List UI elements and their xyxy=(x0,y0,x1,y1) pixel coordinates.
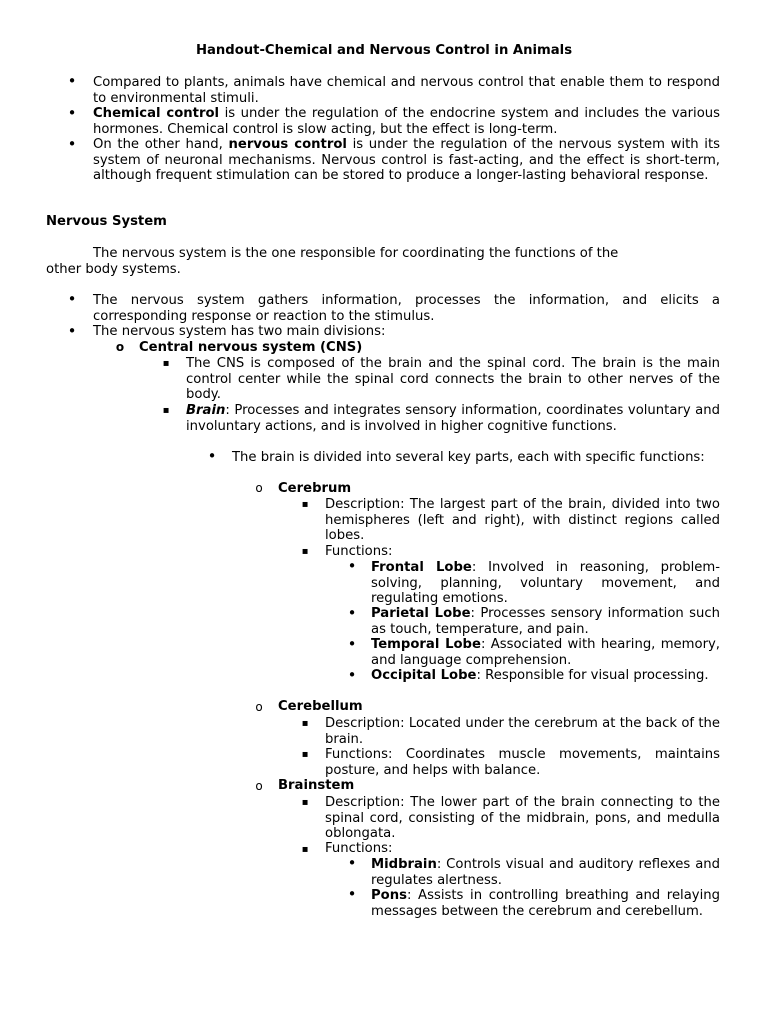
square-bullet-icon xyxy=(299,794,311,811)
intro-bullet-1: Compared to plants, animals have chemical and nervous control that enable them to respond to environmental stimuli. xyxy=(93,75,720,106)
square-bullet-icon xyxy=(160,402,172,419)
intro-bullet-2: Chemical control is under the regulation of the endocrine system and includes the various hormones. Chemical control is slow acting, but the effect is long-term. xyxy=(93,106,720,137)
brain-parts-intro: The brain is divided into several key parts, each with specific functions: xyxy=(232,450,705,465)
occipital-lobe-item: Occipital Lobe: Responsible for visual processing. xyxy=(371,668,709,683)
bullet-icon xyxy=(66,74,78,91)
circle-bullet-icon xyxy=(253,481,265,497)
section-paragraph-line-1: The nervous system is the one responsible for coordinating the functions of the xyxy=(93,246,619,261)
temporal-lobe-item: Temporal Lobe: Associated with hearing, memory, and language comprehension. xyxy=(371,637,720,668)
pons-item: Pons: Assists in controlling breathing and relaying messages between the cerebrum and cerebellum. xyxy=(371,888,720,919)
brainstem-description: Description: The lower part of the brain connecting to the spinal cord, consisting of the midbrain, pons, and medulla oblongata. xyxy=(325,795,720,842)
cerebellum-description: Description: Located under the cerebrum at the back of the brain. xyxy=(325,716,720,747)
cerebrum-heading: Cerebrum xyxy=(278,481,352,496)
document-title: Handout-Chemical and Nervous Control in Animals xyxy=(195,43,573,58)
square-bullet-icon xyxy=(299,841,311,858)
bullet-icon xyxy=(66,324,78,341)
circle-bullet-icon xyxy=(253,779,265,795)
section-heading: Nervous System xyxy=(46,214,167,229)
intro-bullet-3: On the other hand, nervous control is under the regulation of the nervous system with its system of neuronal mechanisms. Nervous control is fast-acting, and the effect is short-term, although frequent stimulation can be stored to produce a longer-lasting behavioral response. xyxy=(93,137,721,184)
cerebrum-description: Description: The largest part of the brain, divided into two hemispheres (left and right), with distinct regions called lobes. xyxy=(325,497,720,544)
square-bullet-icon xyxy=(299,715,311,732)
bullet-icon xyxy=(346,606,358,623)
nervous-bullet-1: The nervous system gathers information, processes the information, and elicits a corresponding response or reaction to the stimulus. xyxy=(93,293,720,324)
bullet-icon xyxy=(346,887,358,904)
bullet-icon xyxy=(66,292,78,309)
chemical-control-term: Chemical control xyxy=(93,106,220,121)
cerebrum-functions: Functions: xyxy=(325,544,393,559)
cns-description: The CNS is composed of the brain and the spinal cord. The brain is the main control center while the spinal cord connects the brain to other nerves of the body. xyxy=(186,356,720,403)
square-bullet-icon xyxy=(299,496,311,513)
square-bullet-icon xyxy=(299,746,311,763)
frontal-lobe-item: Frontal Lobe: Involved in reasoning, problem-solving, planning, voluntary movement, and regulating emotions. xyxy=(371,560,720,607)
brain-description: Brain: Processes and integrates sensory information, coordinates voluntary and involuntary actions, and is involved in higher cognitive functions. xyxy=(186,403,720,434)
section-paragraph-line-2: other body systems. xyxy=(46,262,181,277)
circle-bullet-icon xyxy=(114,340,126,356)
bullet-icon xyxy=(66,106,78,123)
bullet-icon xyxy=(206,449,218,466)
brain-term: Brain xyxy=(186,403,226,418)
parietal-lobe-item: Parietal Lobe: Processes sensory information such as touch, temperature, and pain. xyxy=(371,606,720,637)
brainstem-heading: Brainstem xyxy=(278,778,355,793)
cerebellum-heading: Cerebellum xyxy=(278,699,363,714)
nervous-bullet-2: The nervous system has two main divisions: xyxy=(93,324,386,339)
square-bullet-icon xyxy=(299,543,311,560)
midbrain-item: Midbrain: Controls visual and auditory reflexes and regulates alertness. xyxy=(371,857,720,888)
bullet-icon xyxy=(346,856,358,873)
bullet-icon xyxy=(346,559,358,576)
bullet-icon xyxy=(346,668,358,685)
bullet-icon xyxy=(346,637,358,654)
brainstem-functions: Functions: xyxy=(325,841,393,856)
cns-heading: Central nervous system (CNS) xyxy=(139,340,363,355)
cerebellum-functions: Functions: Coordinates muscle movements, maintains posture, and helps with balance. xyxy=(325,747,720,778)
bullet-icon xyxy=(66,137,78,154)
circle-bullet-icon xyxy=(253,700,265,716)
nervous-control-term: nervous control xyxy=(228,137,347,152)
square-bullet-icon xyxy=(160,355,172,372)
